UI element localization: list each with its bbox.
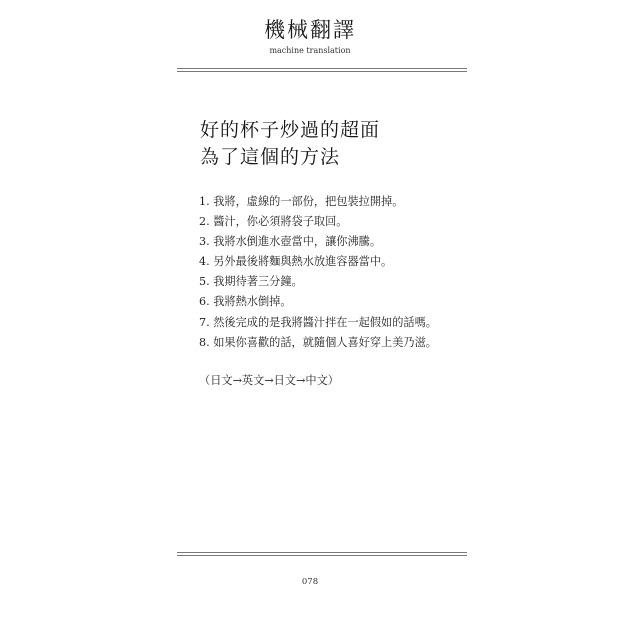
instruction-item: 8. 如果你喜歡的話，就隨個人喜好穿上美乃滋。 (199, 335, 437, 349)
instruction-item: 2. 醬汁，你必須將袋子取回。 (199, 215, 348, 229)
page-number: 078 (301, 577, 319, 587)
instruction-list (199, 192, 437, 353)
instruction-item: 4. 另外最後將麵與熱水放進容器當中。 (199, 255, 393, 269)
header-divider-line (177, 71, 467, 72)
poem-title-line: 為了這個的方法 (200, 146, 341, 168)
instruction-item: 5. 我期待著三分鐘。 (199, 275, 303, 289)
poem-title (200, 117, 380, 171)
header-divider-line (177, 68, 467, 69)
translation-chain-note: （日文→英文→日文→中文） (199, 374, 339, 387)
footer-divider-line (177, 552, 467, 553)
instruction-item: 1. 我將，虛線的一部份，把包裝拉開掉。 (199, 195, 404, 208)
chapter-subtitle: machine translation (269, 46, 351, 55)
poem-title-line: 好的杯子炒過的超面 (200, 119, 381, 141)
instruction-item: 7. 然後完成的是我將醬汁拌在一起假如的話嗎。 (199, 315, 437, 329)
footer-divider-line (177, 555, 467, 556)
instruction-item: 3. 我將水倒進水壺當中，讓你沸騰。 (199, 235, 382, 249)
chapter-title: 機械翻譯 (264, 18, 356, 42)
instruction-item: 6. 我將熱水倒掉。 (199, 295, 292, 309)
